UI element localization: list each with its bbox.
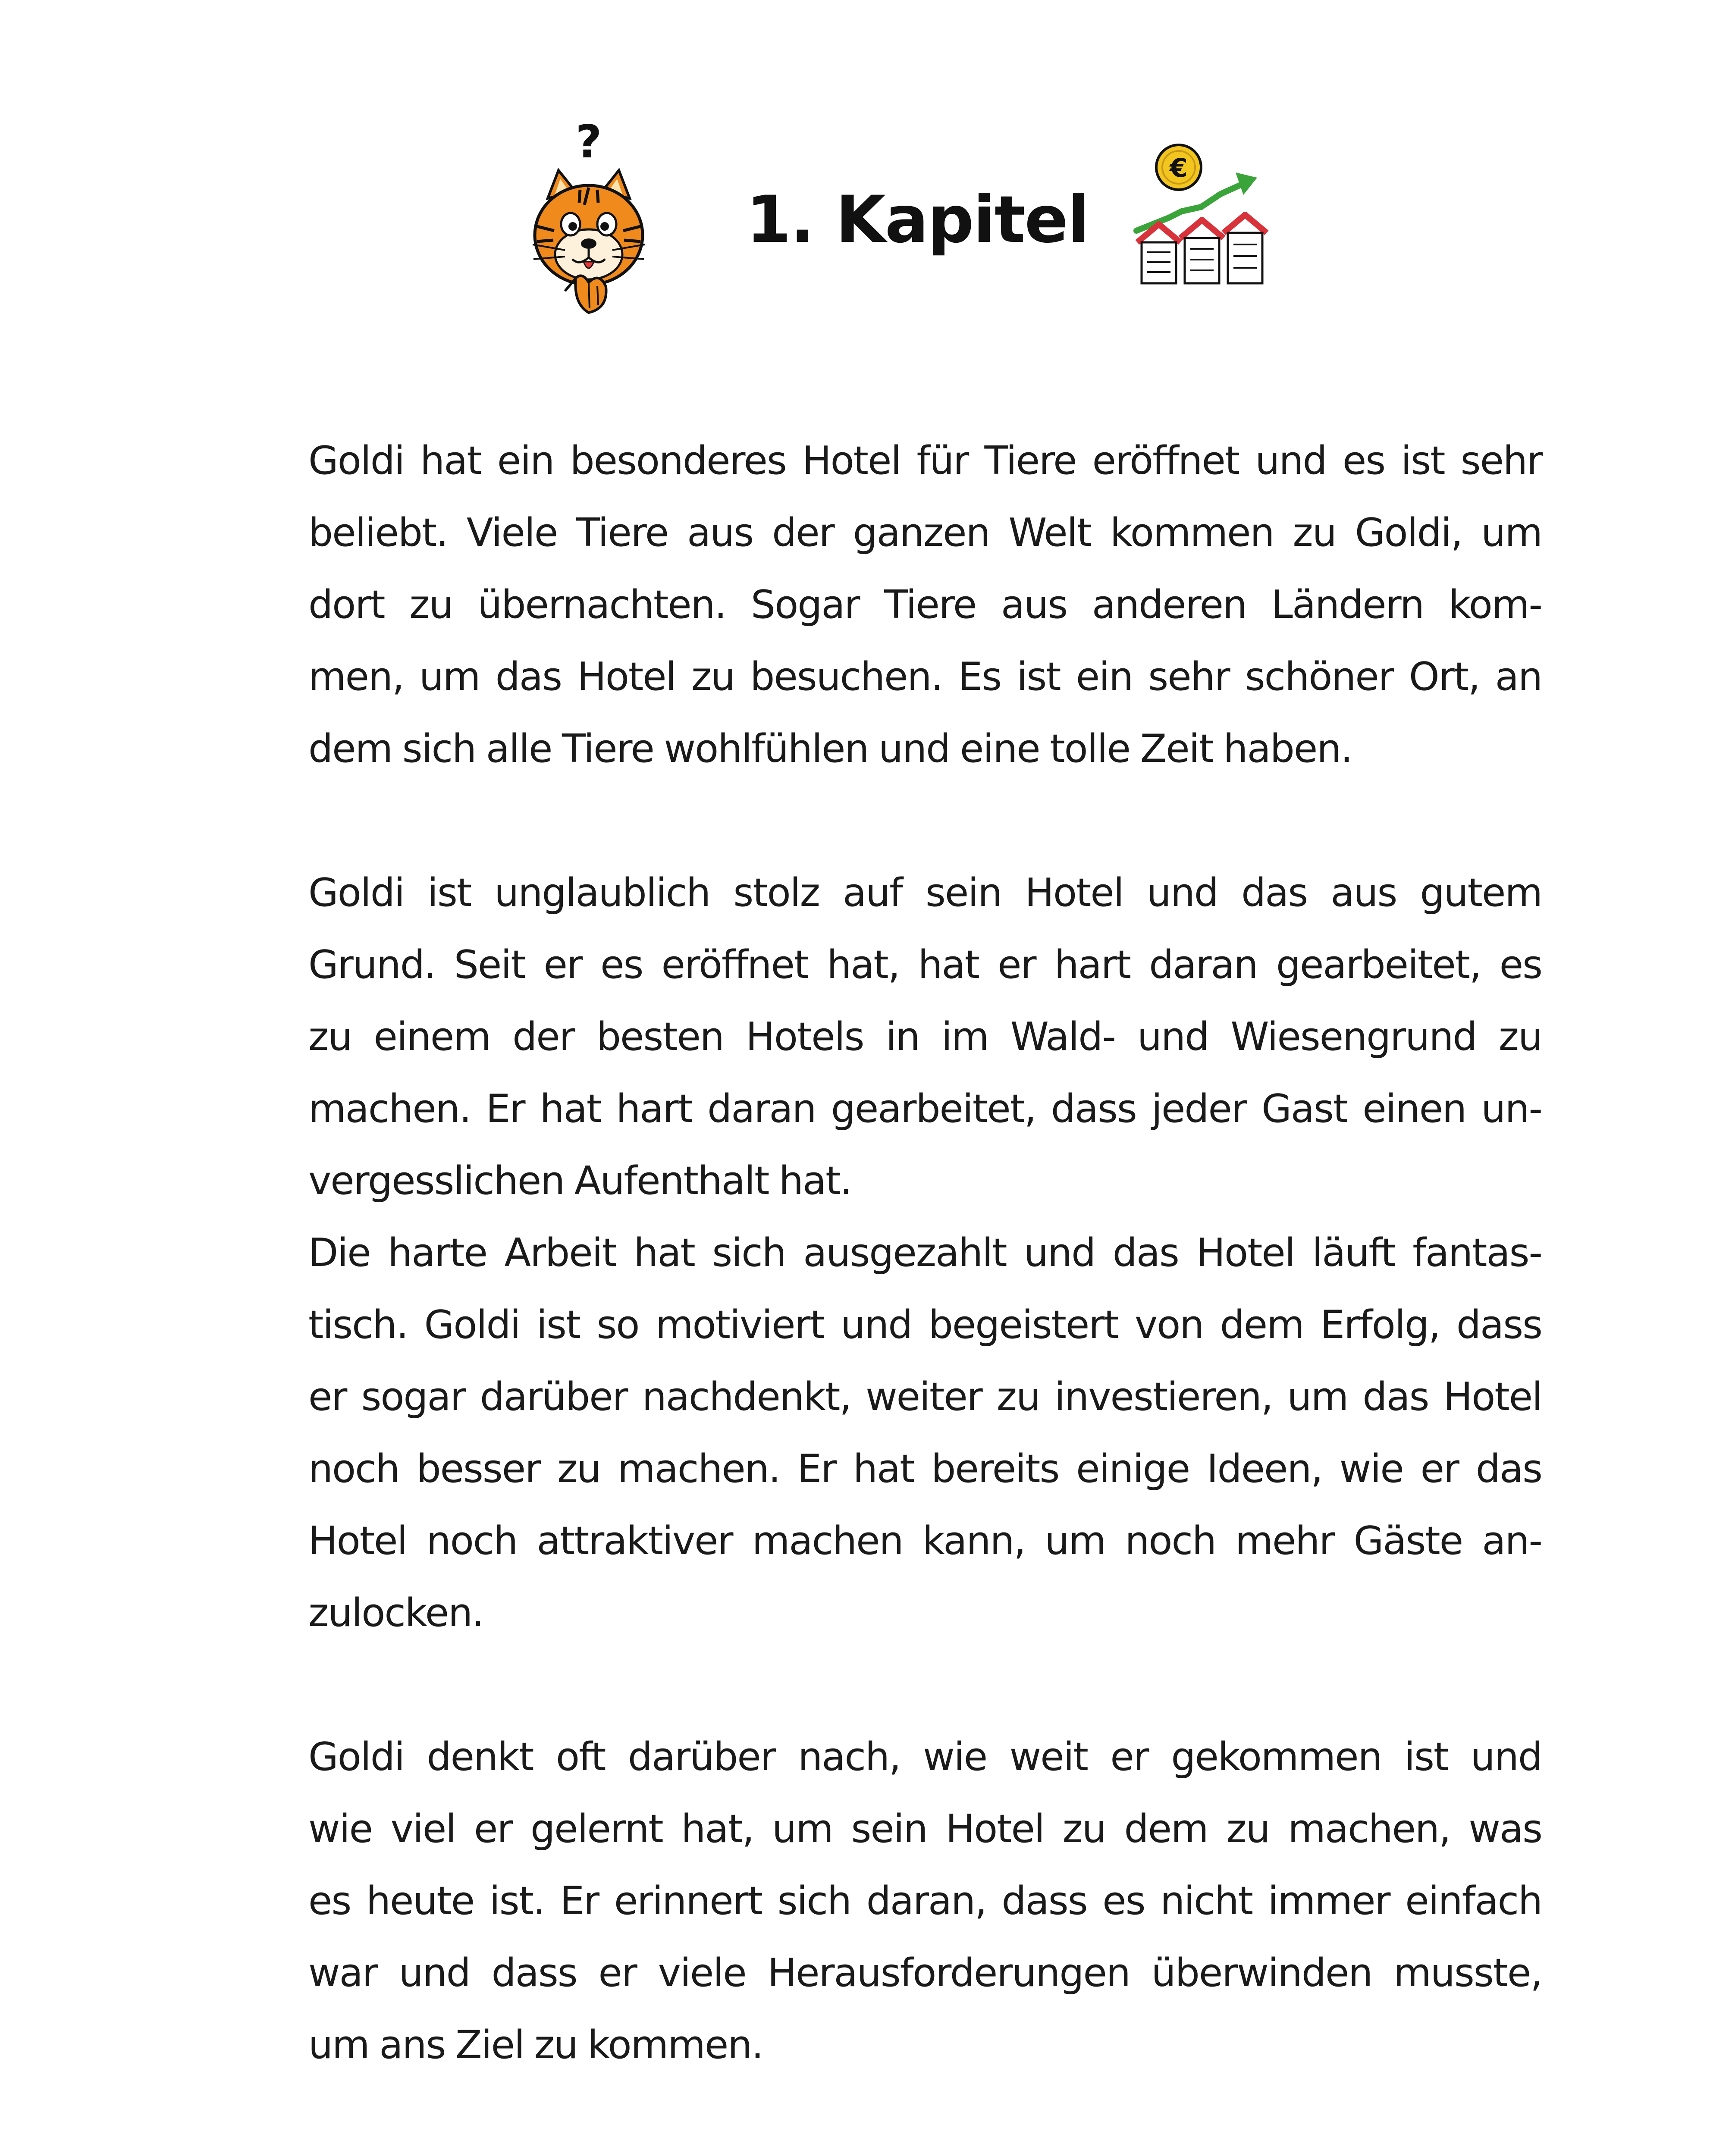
text-line: Goldi ist unglaublich stolz auf sein Hotel und das aus gutem	[308, 870, 1542, 915]
paragraph-spacer	[308, 785, 1542, 857]
text-line: zu einem der besten Hotels in im Wald- und Wiesengrund zu	[308, 1014, 1542, 1059]
text-line: Goldi hat ein besonderes Hotel für Tiere eröffnet und es ist sehr	[308, 438, 1542, 483]
text-line: machen. Er hat hart daran gearbeitet, dass jeder Gast einen un-	[308, 1086, 1542, 1131]
text-line: Grund. Seit er es eröffnet hat, hat er hart daran gearbeitet, es	[308, 942, 1542, 987]
question-mark: ?	[575, 116, 602, 168]
paragraph	[308, 857, 1542, 1217]
text-line: beliebt. Viele Tiere aus der ganzen Welt kommen zu Goldi, um	[308, 510, 1542, 555]
text-line: tisch. Goldi ist so motiviert und begeistert von dem Erfolg, dass	[308, 1302, 1542, 1348]
text-line: er sogar darüber nachdenkt, weiter zu investieren, um das Hotel	[308, 1374, 1542, 1420]
euro-coin-symbol: €	[1170, 153, 1188, 183]
text-line: es heute ist. Er erinnert sich daran, dass es nicht immer einfach	[308, 1878, 1542, 1924]
text-line: men, um das Hotel zu besuchen. Es ist ein sehr schöner Ort, an	[308, 654, 1542, 699]
hotel-growth-icon	[1128, 142, 1279, 289]
text-line: Die harte Arbeit hat sich ausgezahlt und das Hotel läuft fantas-	[308, 1230, 1542, 1275]
text-line: Hotel noch attraktiver machen kann, um noch mehr Gäste an-	[308, 1518, 1542, 1564]
text-line: noch besser zu machen. Er hat bereits einige Ideen, wie er das	[308, 1446, 1542, 1492]
text-line: war und dass er viele Herausforderungen überwinden musste,	[308, 1950, 1542, 1996]
chapter-header	[0, 0, 1732, 345]
text-line: Goldi denkt oft darüber nach, wie weit er gekommen ist und	[308, 1734, 1542, 1780]
chapter-body	[308, 425, 1542, 2081]
chapter-title: 1. Kapitel	[746, 182, 1089, 257]
text-line: vergesslichen Aufenthalt hat.	[308, 1158, 852, 1203]
text-line: wie viel er gelernt hat, um sein Hotel zu dem zu machen, was	[308, 1806, 1542, 1852]
tiger-mascot-icon	[524, 106, 653, 334]
text-line: zulocken.	[308, 1590, 483, 1636]
paragraph	[308, 1721, 1542, 2081]
text-line: dort zu übernachten. Sogar Tiere aus anderen Ländern kom-	[308, 582, 1542, 627]
paragraph	[308, 1217, 1542, 1649]
paragraph-spacer	[308, 1649, 1542, 1721]
paragraph	[308, 425, 1542, 785]
text-line: dem sich alle Tiere wohlfühlen und eine tolle Zeit haben.	[308, 726, 1352, 771]
text-line: um ans Ziel zu kommen.	[308, 2022, 763, 2068]
